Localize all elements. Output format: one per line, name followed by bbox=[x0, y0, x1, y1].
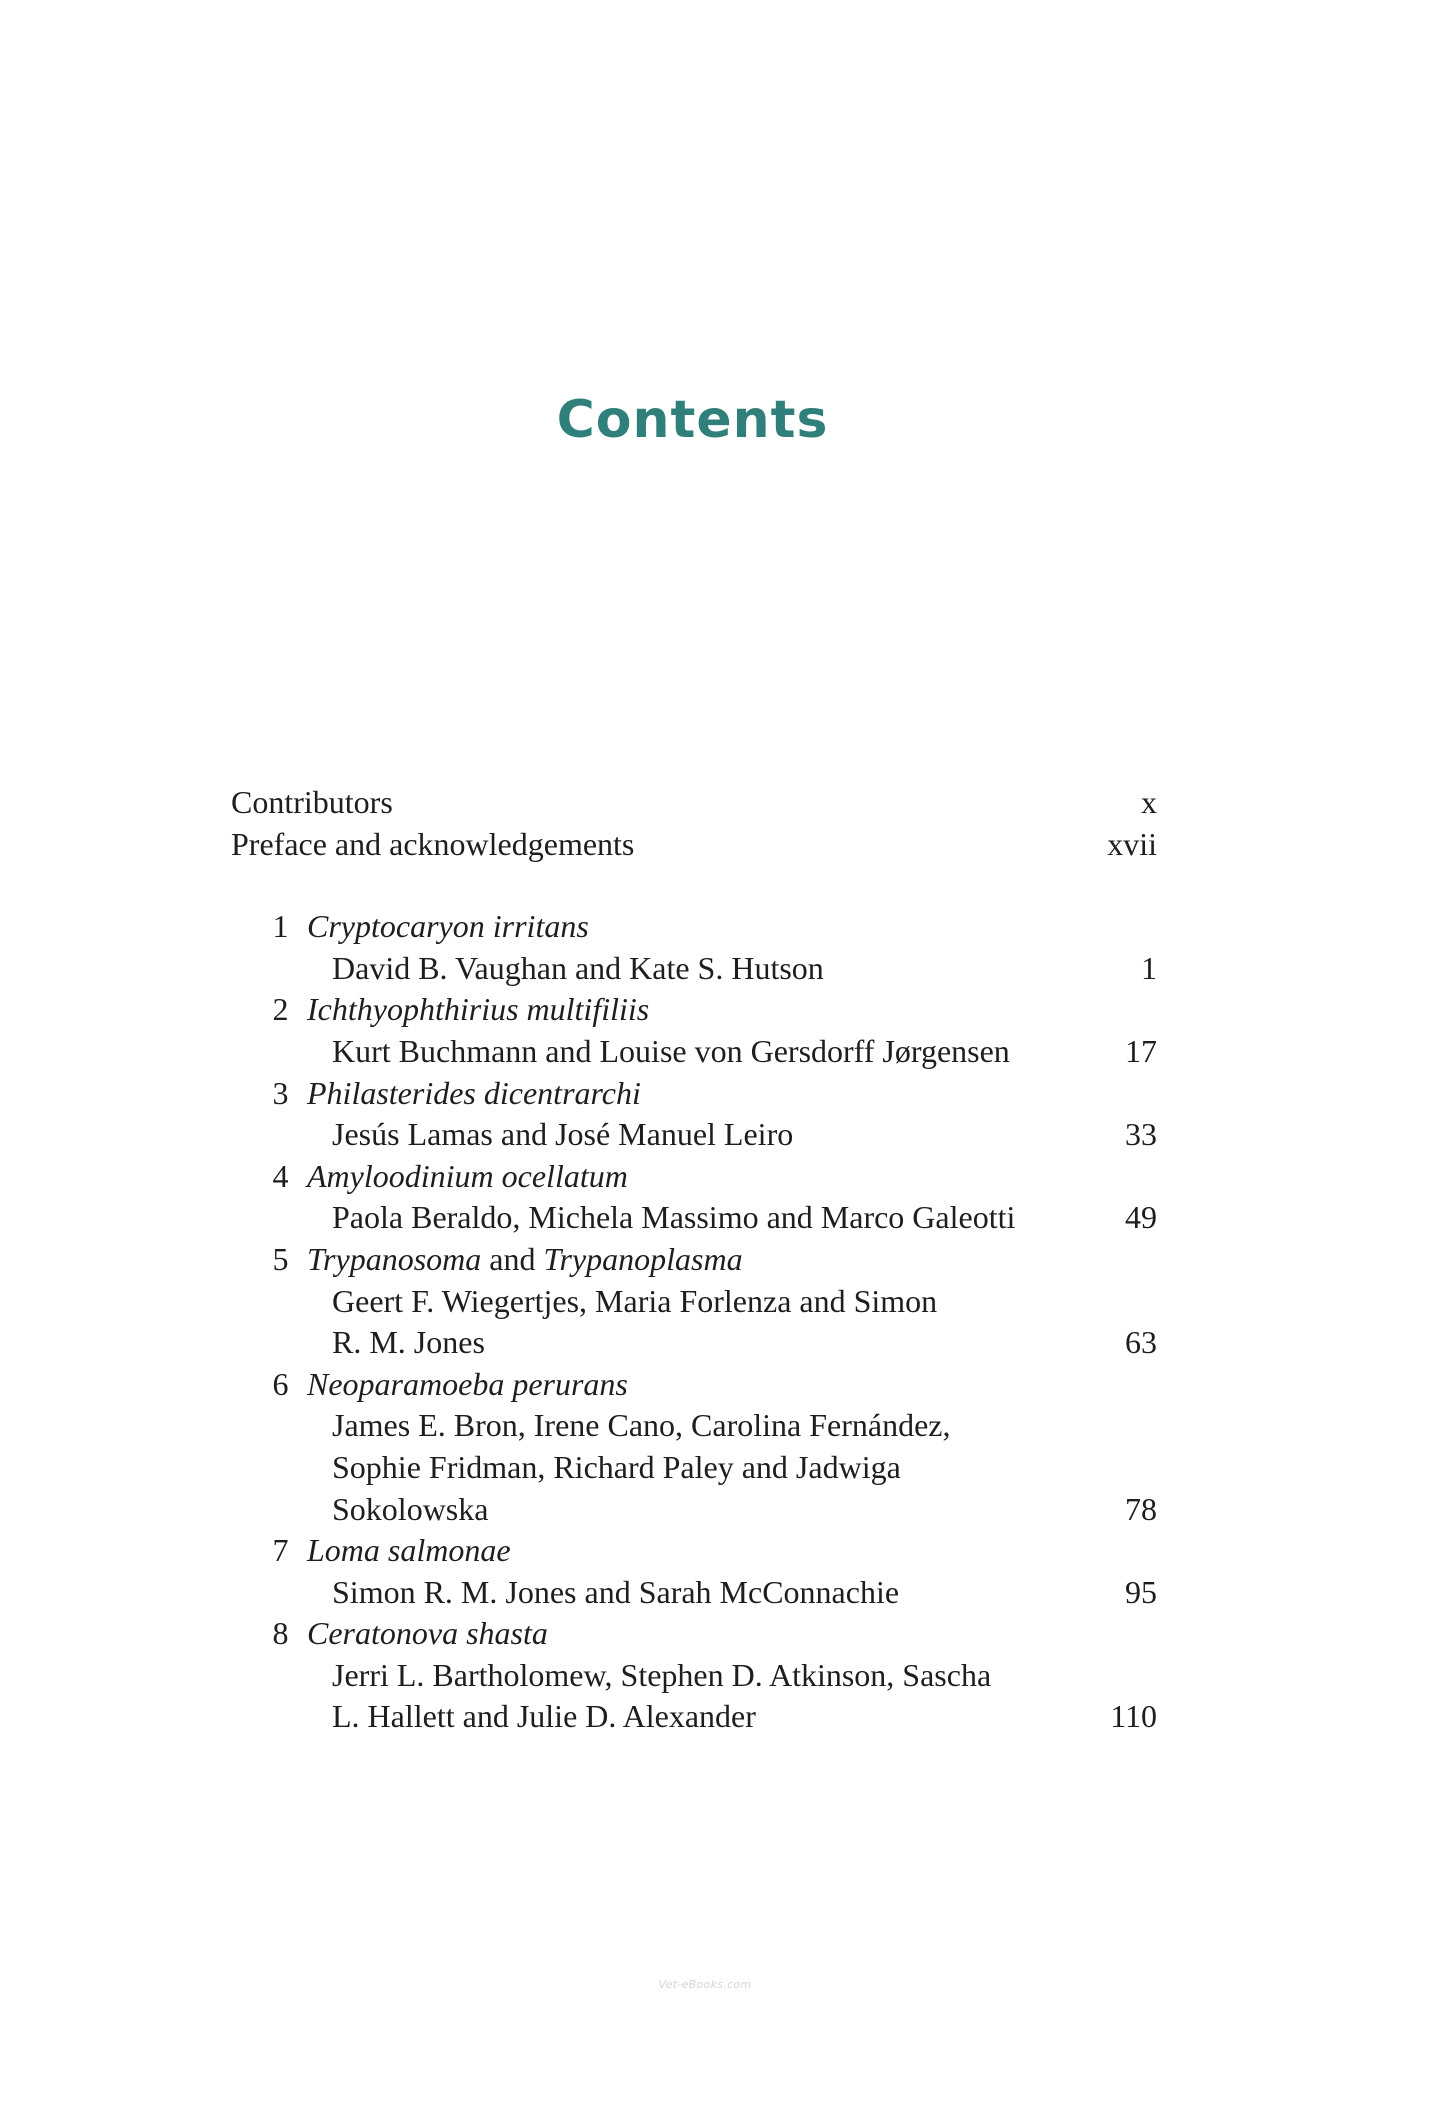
toc-chapter-authors-block bbox=[231, 1405, 1157, 1530]
table-of-contents bbox=[231, 782, 1157, 1738]
toc-chapter-authors bbox=[332, 1031, 1067, 1073]
toc-author-line: L. Hallett and Julie D. Alexander bbox=[332, 1698, 756, 1735]
toc-chapter-authors-block bbox=[231, 1281, 1157, 1364]
toc-chapter-entry[interactable] bbox=[231, 1239, 1157, 1364]
toc-chapter-title-part: Ceratonova shasta bbox=[307, 1615, 548, 1652]
toc-chapter-authors bbox=[332, 1197, 1067, 1239]
toc-chapter-number: 5 bbox=[272, 1240, 289, 1277]
toc-front-item-preface[interactable] bbox=[231, 824, 1157, 866]
toc-chapter-number: 2 bbox=[272, 991, 289, 1028]
toc-chapter-authors-block bbox=[231, 1197, 1157, 1239]
toc-chapter-entry[interactable] bbox=[231, 1156, 1157, 1239]
toc-chapter-authors-block bbox=[231, 1572, 1157, 1614]
toc-chapter-entry[interactable] bbox=[231, 1530, 1157, 1613]
toc-page-number: 49 bbox=[1125, 1199, 1157, 1236]
toc-chapter-title bbox=[298, 989, 1157, 1031]
toc-chapter-heading bbox=[231, 1613, 1157, 1655]
toc-page-number: 1 bbox=[1141, 949, 1157, 986]
toc-chapter-title bbox=[298, 1239, 1157, 1281]
toc-chapter-title bbox=[298, 1156, 1157, 1198]
toc-chapter-title-part: Trypanosoma bbox=[307, 1240, 482, 1277]
toc-author-line: R. M. Jones bbox=[332, 1324, 485, 1361]
toc-chapter-authors bbox=[332, 1114, 1067, 1156]
toc-author-line: Simon R. M. Jones and Sarah McConnachie bbox=[332, 1573, 900, 1610]
toc-chapter-list bbox=[231, 906, 1157, 1738]
toc-chapter-heading bbox=[231, 1156, 1157, 1198]
toc-front-item-contributors[interactable] bbox=[231, 782, 1157, 824]
toc-chapter-title-part: Loma salmonae bbox=[307, 1532, 511, 1569]
toc-chapter-entry[interactable] bbox=[231, 1073, 1157, 1156]
toc-chapter-title-part: Neoparamoeba perurans bbox=[307, 1365, 628, 1402]
toc-chapter-heading bbox=[231, 906, 1157, 948]
toc-chapter-entry[interactable] bbox=[231, 989, 1157, 1072]
toc-chapter-heading bbox=[231, 989, 1157, 1031]
toc-chapter-authors-block bbox=[231, 948, 1157, 990]
toc-chapter-heading bbox=[231, 1530, 1157, 1572]
toc-chapter-entry[interactable] bbox=[231, 1613, 1157, 1738]
toc-author-line: James E. Bron, Irene Cano, Carolina Fernández, bbox=[332, 1407, 951, 1444]
toc-chapter-authors bbox=[332, 1281, 1067, 1364]
toc-chapter-title bbox=[298, 1613, 1157, 1655]
toc-chapter-title-part: and bbox=[481, 1240, 544, 1277]
toc-front-label: Preface and acknowledgements bbox=[231, 825, 635, 862]
toc-chapter-entry[interactable] bbox=[231, 1364, 1157, 1530]
toc-chapter-number: 3 bbox=[272, 1074, 289, 1111]
toc-chapter-heading bbox=[231, 1073, 1157, 1115]
toc-chapter-title bbox=[298, 1530, 1157, 1572]
toc-author-line: Sophie Fridman, Richard Paley and Jadwiga bbox=[332, 1448, 901, 1485]
toc-page-number: 17 bbox=[1125, 1032, 1157, 1069]
toc-chapter-title-part: Philasterides dicentrarchi bbox=[307, 1074, 641, 1111]
toc-page-number: 33 bbox=[1125, 1116, 1157, 1153]
toc-chapter-number: 7 bbox=[272, 1532, 289, 1569]
toc-author-line: Paola Beraldo, Michela Massimo and Marco Galeotti bbox=[332, 1199, 1016, 1236]
toc-page-number: 78 bbox=[1125, 1490, 1157, 1527]
toc-author-line: Jerri L. Bartholomew, Stephen D. Atkinson, Sascha bbox=[332, 1656, 992, 1693]
toc-chapter-title-part: Trypanoplasma bbox=[543, 1240, 743, 1277]
toc-page-number: 63 bbox=[1125, 1324, 1157, 1361]
toc-chapter-authors-block bbox=[231, 1114, 1157, 1156]
toc-author-line: Sokolowska bbox=[332, 1490, 489, 1527]
toc-chapter-heading bbox=[231, 1239, 1157, 1281]
toc-page-number: xvii bbox=[1107, 825, 1157, 862]
toc-chapter-title bbox=[298, 906, 1157, 948]
toc-author-line: Jesús Lamas and José Manuel Leiro bbox=[332, 1116, 794, 1153]
toc-author-line: David B. Vaughan and Kate S. Hutson bbox=[332, 949, 824, 986]
toc-author-line: Geert F. Wiegertjes, Maria Forlenza and Simon bbox=[332, 1282, 938, 1319]
toc-chapter-authors bbox=[332, 1655, 1067, 1738]
toc-spacer bbox=[231, 865, 1157, 906]
toc-chapter-authors-block bbox=[231, 1031, 1157, 1073]
toc-chapter-number: 4 bbox=[272, 1157, 289, 1194]
toc-chapter-number: 8 bbox=[272, 1615, 289, 1652]
toc-chapter-number: 6 bbox=[272, 1365, 289, 1402]
toc-chapter-title bbox=[298, 1364, 1157, 1406]
toc-chapter-title-part: Ichthyophthirius multifiliis bbox=[307, 991, 650, 1028]
toc-chapter-authors bbox=[332, 1405, 1067, 1530]
toc-front-label: Contributors bbox=[231, 784, 393, 820]
toc-chapter-authors bbox=[332, 948, 1067, 990]
watermark-logo: Vet-eBooks.com bbox=[658, 1978, 752, 1991]
page-title: Contents bbox=[556, 390, 829, 450]
toc-chapter-number: 1 bbox=[272, 908, 289, 945]
toc-chapter-title-part: Amyloodinium ocellatum bbox=[307, 1157, 628, 1194]
toc-chapter-title-part: Cryptocaryon irritans bbox=[307, 908, 589, 945]
toc-chapter-title bbox=[298, 1073, 1157, 1115]
toc-chapter-authors-block bbox=[231, 1655, 1157, 1738]
toc-chapter-authors bbox=[332, 1572, 1067, 1614]
toc-author-line: Kurt Buchmann and Louise von Gersdorff Jørgensen bbox=[332, 1032, 1010, 1069]
toc-chapter-heading bbox=[231, 1364, 1157, 1406]
toc-page-number: 110 bbox=[1110, 1698, 1157, 1735]
toc-chapter-entry[interactable] bbox=[231, 906, 1157, 989]
toc-page-number: 95 bbox=[1125, 1573, 1157, 1610]
toc-page-number: x bbox=[1141, 784, 1157, 820]
